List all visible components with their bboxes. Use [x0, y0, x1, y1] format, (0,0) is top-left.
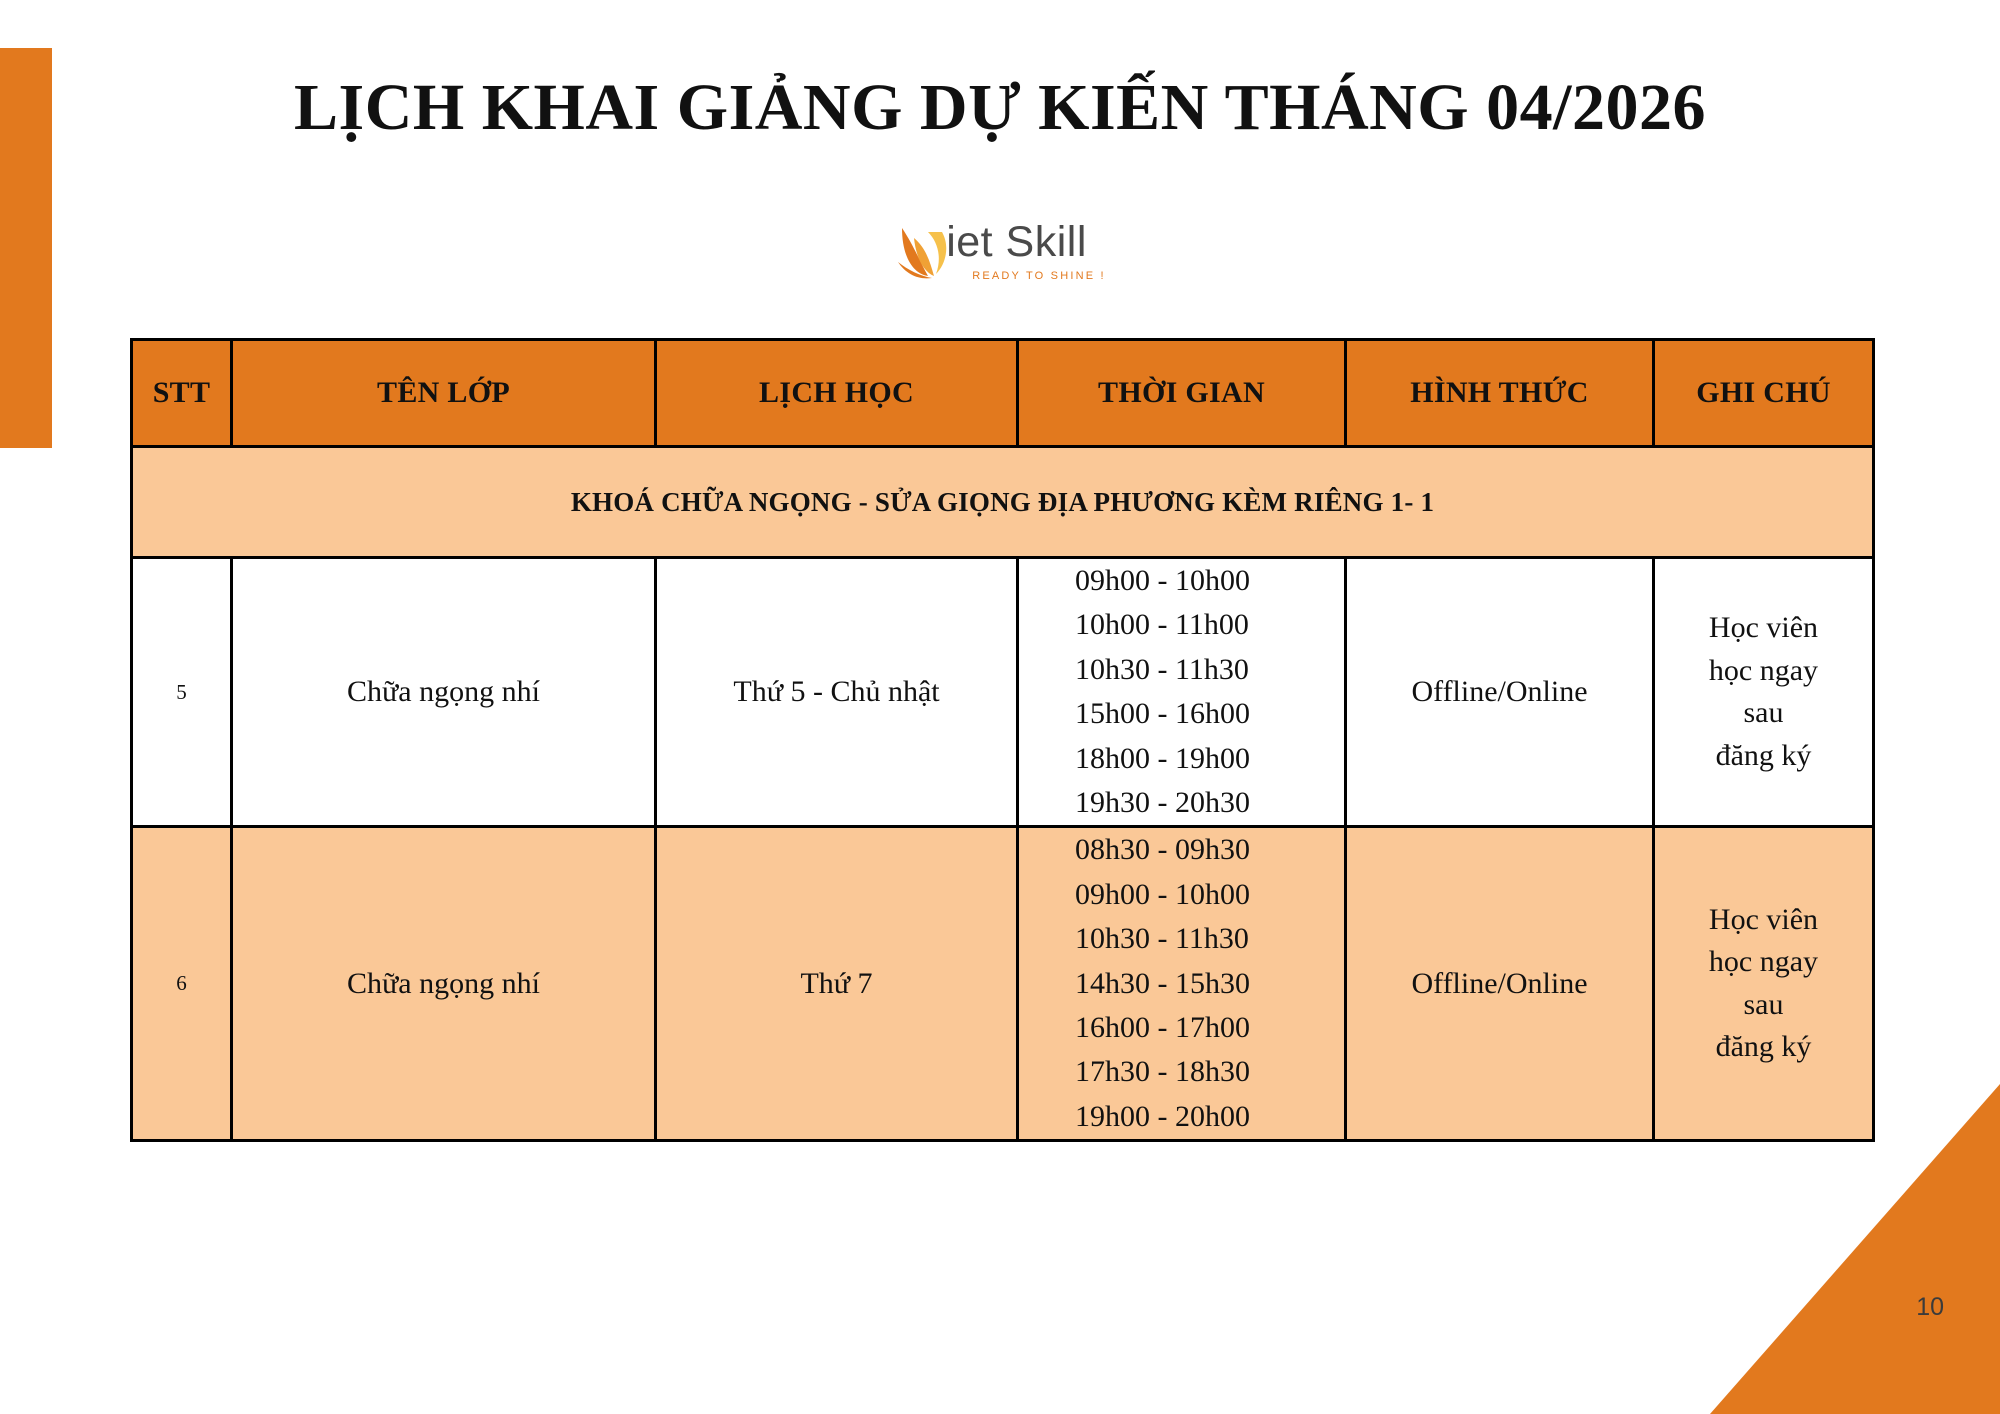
logo-wordmark: iet Skill	[946, 217, 1087, 266]
table-row	[132, 827, 1874, 1141]
cell-ten-lop: Chữa ngọng nhí	[232, 558, 656, 827]
cell-thoi-gian	[1018, 827, 1346, 1141]
section-title-row	[132, 447, 1874, 558]
logo-tagline: READY TO SHINE !	[972, 269, 1106, 282]
table-row	[132, 558, 1874, 827]
cell-hinh-thuc: Offline/Online	[1346, 558, 1654, 827]
table-header-row	[132, 340, 1874, 447]
column-header-ghi-chu: GHI CHÚ	[1654, 340, 1874, 447]
time-list: 09h00 - 10h00 10h00 - 11h00 10h30 - 11h30 15h00 - 16h00 18h00 - 19h00 19h30 - 20h30	[1075, 564, 1250, 819]
section-title: KHOÁ CHỮA NGỌNG - SỬA GIỌNG ĐỊA PHƯƠNG KÈM RIÊNG 1- 1	[132, 447, 1874, 558]
column-header-stt: STT	[132, 340, 232, 447]
column-header-thoi-gian: THỜI GIAN	[1018, 340, 1346, 447]
cell-lich-hoc: Thứ 5 - Chủ nhật	[656, 558, 1018, 827]
cell-thoi-gian	[1018, 558, 1346, 827]
page-title: LỊCH KHAI GIẢNG DỰ KIẾN THÁNG 04/2026	[294, 71, 1706, 144]
cell-stt: 5	[132, 558, 232, 827]
cell-hinh-thuc: Offline/Online	[1346, 827, 1654, 1141]
time-list: 08h30 - 09h30 09h00 - 10h00 10h30 - 11h30 14h30 - 15h30 16h00 - 17h00 17h30 - 18h30 19h00 - 20h00	[1075, 833, 1250, 1133]
cell-ten-lop: Chữa ngọng nhí	[232, 827, 656, 1141]
column-header-lich-hoc: LỊCH HỌC	[656, 340, 1018, 447]
cell-lich-hoc: Thứ 7	[656, 827, 1018, 1141]
logo	[0, 218, 2000, 284]
page-number: 10	[1916, 1293, 1944, 1321]
schedule-table	[130, 338, 1875, 1142]
cell-ghi-chu: Học viên học ngay sau đăng ký	[1654, 558, 1874, 827]
column-header-hinh-thuc: HÌNH THỨC	[1346, 340, 1654, 447]
column-header-ten-lop: TÊN LỚP	[232, 340, 656, 447]
flame-leaf-icon	[894, 218, 952, 284]
cell-stt: 6	[132, 827, 232, 1141]
cell-ghi-chu: Học viên học ngay sau đăng ký	[1654, 827, 1874, 1141]
schedule-table-wrapper	[130, 338, 1872, 1142]
